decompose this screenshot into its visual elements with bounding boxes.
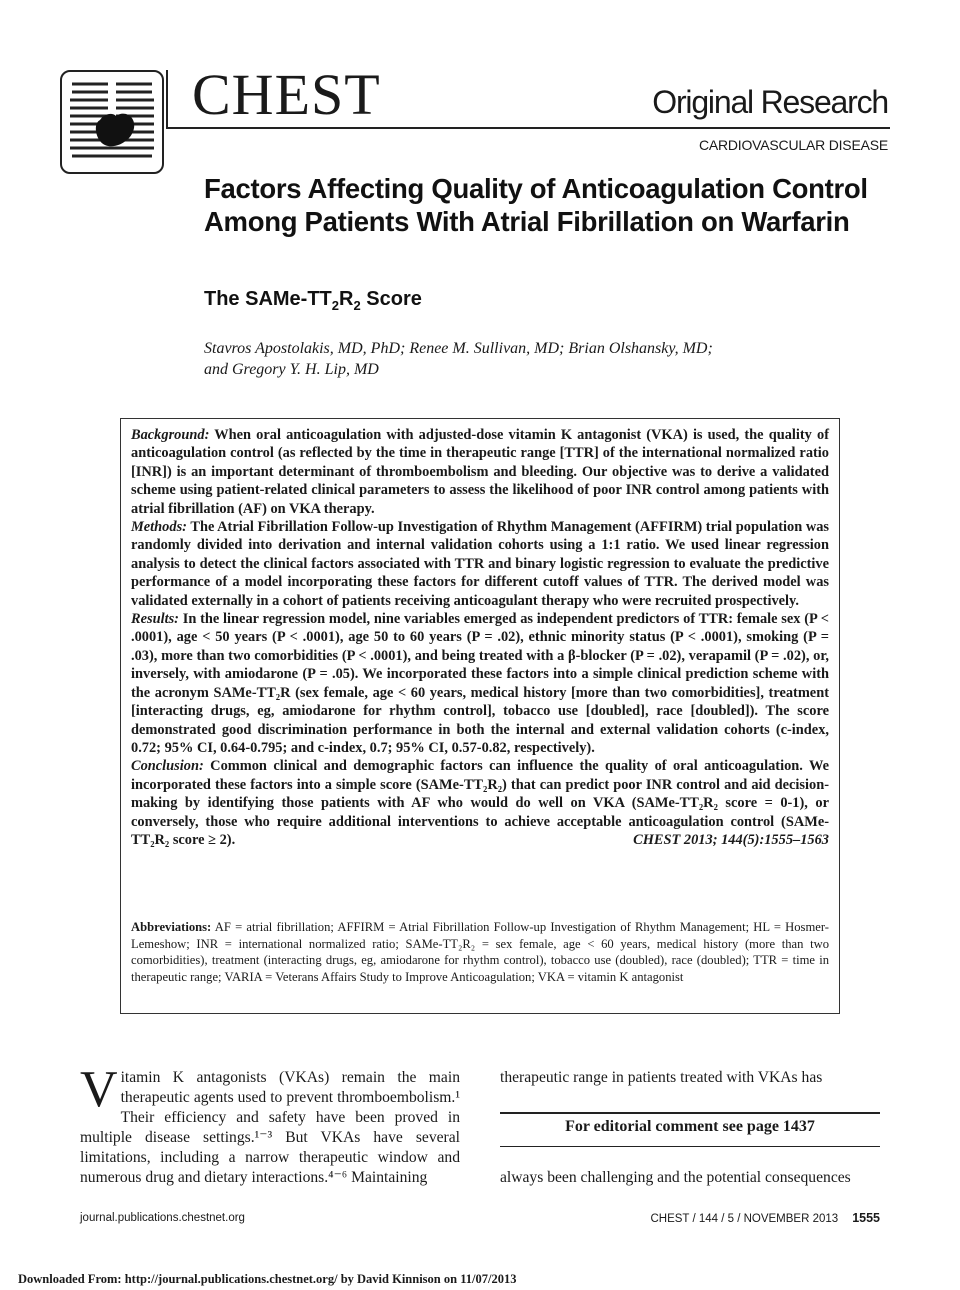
body-left-column — [80, 1061, 460, 1188]
subtitle-subscript: 2 — [331, 298, 340, 313]
subtitle-part: R — [339, 288, 354, 310]
issue-info: CHEST / 144 / 5 / NOVEMBER 2013 — [650, 1213, 839, 1225]
body-text: itamin K antagonists (VKAs) remain the main therapeutic agents used to prevent thromboembolism.¹ Their efficiency and safety have been proved in multiple disease settings.¹⁻³ But VKAs have several limitations, including a narrow therapeutic window and numerous drug and dietary interactions.⁴⁻⁶ Maintaining — [80, 1069, 460, 1186]
subtitle-part: Score — [360, 288, 422, 310]
abbreviations-label: Abbreviations: — [131, 920, 212, 934]
abstract-label: Background: — [131, 427, 210, 443]
article-title: Factors Affecting Quality of Anticoagulation Control Among Patients With Atrial Fibrillation on Warfarin — [204, 173, 868, 237]
masthead-divider — [166, 70, 168, 129]
abstract-body: When oral anticoagulation with adjusted-dose vitamin K antagonist (VKA) is used, the quality of anticoagulation control (as reflected by the time in therapeutic range [TTR] of the international normalized ratio [INR]) is an important determinant of thromboembolism and bleeding. Our objective was to derive a validated scheme using patient-related clinical parameters to assess the likelihood of poor INR control among patients with atrial fibrillation (AF) on VKA therapy. — [131, 427, 829, 517]
abstract-label: Results: — [131, 611, 179, 628]
abstract-label: Conclusion: — [131, 758, 204, 775]
abstract-results — [131, 610, 829, 757]
footer-issue — [650, 1211, 880, 1225]
article-subtitle — [204, 288, 422, 313]
drop-cap: V — [80, 1061, 118, 1118]
abstract-label: Methods: — [131, 519, 187, 536]
masthead-rule — [166, 127, 890, 129]
abstract-body: The Atrial Fibrillation Follow-up Investigation of Rhythm Management (AFFIRM) trial population was randomly divided into derivation and internal validation cohorts using a 1:1 ratio. We used linear regression analysis to detect the clinical factors associated with TTR and binary logistic regression to evaluate the predictive performance of a model incorporating these factors for different cutoff values of TTR. The derived model was validated externally in a cohort of patients receiving anticoagulant therapy who were recruited prospectively. — [131, 519, 830, 609]
authors-line: and Gregory Y. H. Lip, MD — [204, 361, 379, 378]
lungs-heart-logo-icon — [62, 72, 162, 172]
author-list — [204, 338, 804, 380]
citation: CHEST 2013; 144(5):1555–1563 — [633, 831, 829, 848]
body-right-column-bottom: always been challenging and the potential consequences — [500, 1169, 851, 1186]
abstract-body: In the linear regression model, nine variables emerged as independent predictors of TTR: female sex (P < .0001), age < 50 years (P < .0001), age 50 to 60 years (P = .02), ethnic minority status (P < .0001), smoking (P = .03), more than two comorbidities (P < .0001), and being treated with a β-blocker (P = .02), verapamil (P = .02), or, inversely, with amiodarone (P = .05). We incorporated these factors into a simple clinical prediction scheme with the acronym SAMe-TT₂R (sex female, age < 60 years, medical history [more than two comorbidities], treatment [interacting drugs, eg, amiodarone for rhythm control], tobacco use [doubled], race [doubled]). The score demonstrated good discrimination performance in both the internal and external validation cohorts (c-index, 0.72; 95% CI, 0.64-0.795; and c-index, 0.7; 95% CI, 0.57-0.82, respectively). — [131, 611, 829, 756]
abstract-background — [131, 426, 829, 518]
abstract-body: Common clinical and demographic factors can influence the quality of oral anticoagulation. We incorporated these factors into a simple score (SAMe-TT₂R₂) that can predict poor INR control and aid decision-making by identifying those patients with AF who would do well on VKA (SAMe-TT₂R₂ score = 0-1), or conversely, those who require additional interventions to achieve acceptable anticoagulation control (SAMe-TT₂R₂ score ≥ 2). — [131, 758, 829, 848]
editorial-note: For editorial comment see page 1437 — [565, 1118, 815, 1135]
authors-line: Stavros Apostolakis, MD, PhD; Renee M. Sullivan, MD; Brian Olshansky, MD; — [204, 340, 713, 357]
subtitle-subscript: 2 — [353, 298, 361, 313]
body-right-column-top: therapeutic range in patients treated with VKAs has — [500, 1069, 823, 1086]
category-label: CARDIOVASCULAR DISEASE — [698, 137, 888, 153]
subtitle-part: The SAMe-TT — [204, 288, 332, 310]
editorial-rule — [500, 1112, 880, 1114]
abstract-conclusion — [131, 757, 829, 849]
abstract — [131, 426, 829, 849]
page-number: 1555 — [852, 1211, 880, 1225]
journal-logo — [60, 70, 164, 174]
footer-website: journal.publications.chestnet.org — [80, 1212, 245, 1224]
editorial-rule — [500, 1146, 880, 1147]
abbreviations-body: AF = atrial fibrillation; AFFIRM = Atrial Fibrillation Follow-up Investigation of Rhythm Management; HL = Hosmer-Lemeshow; INR = international normalized ratio; SAMe-TT₂R₂ = sex female, age < 60 years, medical history (more than two comorbidities), treatment (interacting drugs, eg, amiodarone for rhythm control), tobacco use (doubled), race (doubled); TTR = time in therapeutic range; VARIA = Veterans Affairs Study to Improve Anticoagulation; VKA = vitamin K antagonist — [131, 920, 829, 984]
abbreviations — [131, 919, 829, 985]
journal-name: CHEST — [192, 62, 381, 127]
abstract-methods — [131, 518, 829, 610]
section-label: Original Research — [652, 84, 888, 120]
download-notice: Downloaded From: http://journal.publications.chestnet.org/ by David Kinnison on 11/07/2013 — [18, 1272, 517, 1286]
